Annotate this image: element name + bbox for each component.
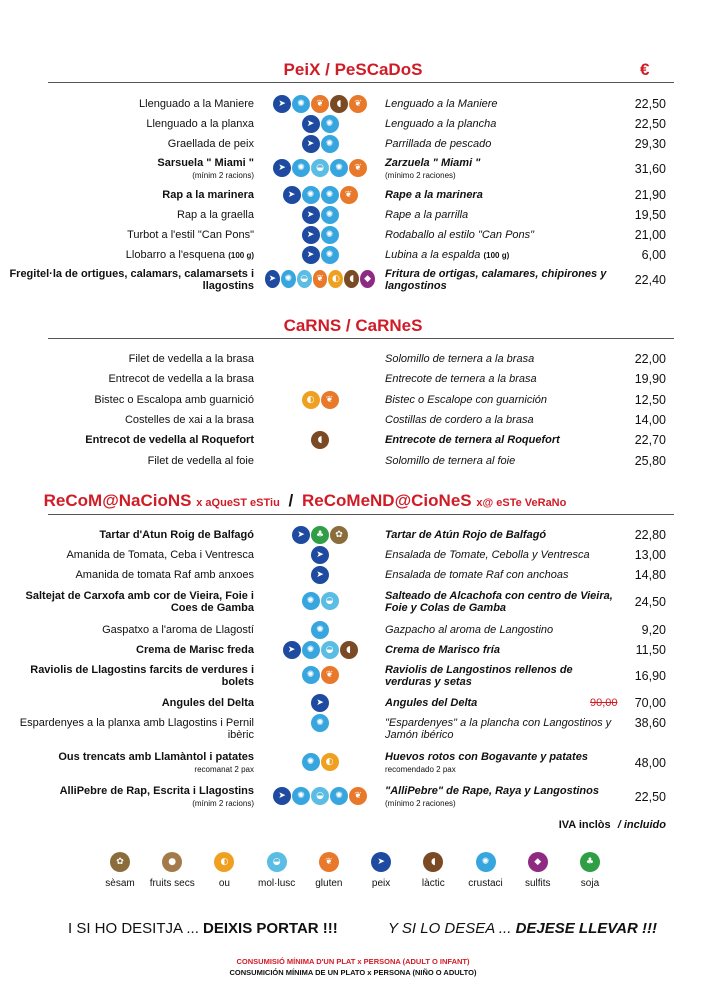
lactic-icon: ◖ xyxy=(423,852,443,872)
allergen-icons xyxy=(265,526,375,546)
legend-label: gluten xyxy=(315,878,343,889)
dish-note-ca: (mínim 2 racions) xyxy=(192,171,254,180)
crustaci-icon: ✺ xyxy=(476,852,496,872)
dish-name-ca xyxy=(4,414,254,426)
crustaci-icon: ✺ xyxy=(321,135,339,153)
dish-name-ca xyxy=(4,590,254,614)
dish-name-es xyxy=(385,249,615,262)
dish-name-es xyxy=(385,664,615,688)
peix-icon: ➤ xyxy=(371,852,391,872)
section-title-peix: PeiX / PeSCaDoS xyxy=(283,60,423,79)
dish-name-ca xyxy=(4,268,254,292)
dish-name-ca-text: Llenguado a la planxa xyxy=(146,118,254,130)
dish-name-es-text: Angules del Delta xyxy=(385,697,478,709)
recom-title-es: ReCoMeND@CioNeS xyxy=(302,491,472,510)
legend-label: soja xyxy=(580,878,600,889)
dish-name-es-text: Solomillo de ternera a la brasa xyxy=(385,353,535,365)
dish-name-es xyxy=(385,785,615,810)
section-title-carns: CaRNS / CaRNeS xyxy=(283,316,423,335)
dish-name-ca-text: Costelles de xai a la brasa xyxy=(124,414,254,426)
slogan-es-b: DEJESE LLEVAR !!! xyxy=(515,920,657,937)
dish-name-ca xyxy=(4,118,254,130)
dish-name-es-text: Rape a la parrilla xyxy=(385,209,469,221)
dish-name-ca-text: Angules del Delta xyxy=(161,697,254,709)
dish-name-es xyxy=(385,697,615,709)
dish-name-es-text: Lenguado a la Maniere xyxy=(385,98,498,110)
dish-name-es-text: Zarzuela " Miami " xyxy=(385,157,481,169)
dish-price: 25,80 xyxy=(634,454,666,468)
peix-icon: ➤ xyxy=(292,526,310,544)
ou-icon: ◐ xyxy=(214,852,234,872)
allergen-icons xyxy=(265,641,375,661)
dish-name-es-text: Costillas de cordero a la brasa xyxy=(385,414,534,426)
dish-name-es-text: Ensalada de tomate Raf con anchoas xyxy=(385,569,569,581)
iva-ca: IVA inclòs xyxy=(558,819,611,831)
dish-name-es-text: Entrecote de ternera a la brasa xyxy=(385,373,537,385)
dish-name-es-text: Lubina a la espalda xyxy=(385,249,484,261)
dish-name-ca xyxy=(4,664,254,688)
crustaci-icon: ✺ xyxy=(292,159,310,177)
dish-price: 29,30 xyxy=(634,137,666,151)
gluten-icon: ❦ xyxy=(321,391,339,409)
legend-label: ou xyxy=(218,878,230,889)
peix-icon: ➤ xyxy=(283,186,301,204)
dish-name-es-text: Salteado de Alcachofa con centro de Vieira, Foie y Colas de Gamba xyxy=(385,590,613,614)
dish-name-es-text: Fritura de ortigas, calamares, chipirones y langostinos xyxy=(385,268,607,292)
dish-price: 21,00 xyxy=(634,228,666,242)
dish-price: 22,50 xyxy=(634,117,666,131)
dish-name-ca-text: Llobarro a l'esquena xyxy=(125,249,229,261)
crustaci-icon: ✺ xyxy=(330,159,348,177)
legend-label: sulfits xyxy=(524,878,551,889)
legend-label: sèsam xyxy=(105,878,135,889)
dish-name-ca xyxy=(4,549,254,561)
legend-item-molusc xyxy=(252,852,302,889)
allergen-icons xyxy=(265,391,375,411)
legend-item-peix xyxy=(356,852,406,889)
gluten-icon: ❦ xyxy=(340,186,358,204)
dish-name-es xyxy=(385,98,615,110)
soja-icon: ♣ xyxy=(580,852,600,872)
crustaci-icon: ✺ xyxy=(302,666,320,684)
dish-price: 14,80 xyxy=(634,568,666,582)
peix-icon: ➤ xyxy=(273,159,291,177)
dish-name-ca xyxy=(4,434,254,446)
dish-name-ca-text: Amanida de Tomata, Ceba i Ventresca xyxy=(66,549,254,561)
gluten-icon: ❦ xyxy=(321,666,339,684)
dish-note-es: (mínimo 2 raciones) xyxy=(385,799,456,808)
dish-name-es xyxy=(385,590,615,614)
currency-symbol: € xyxy=(640,60,650,79)
dish-name-es xyxy=(385,455,615,467)
lactic-icon: ◖ xyxy=(344,270,359,288)
section-title-recom xyxy=(0,491,658,511)
legend-item-sulfits xyxy=(513,852,563,889)
dish-name-es-text: Bistec o Escalope con guarnición xyxy=(385,394,548,406)
legend-label: mol·lusc xyxy=(258,878,296,889)
dish-name-es-text: "AlliPebre" de Rape, Raya y Langostinos xyxy=(385,785,599,797)
slogan-es-a: Y SI LO DESEA ... xyxy=(388,920,512,937)
peix-icon: ➤ xyxy=(302,206,320,224)
slogan-es xyxy=(388,920,657,937)
recom-title-ca: ReCoM@NaCioNS xyxy=(43,491,192,510)
dish-name-ca xyxy=(4,569,254,581)
gluten-icon: ❦ xyxy=(349,787,367,805)
legend-item-crustaci xyxy=(461,852,511,889)
dish-name-es-text: Crema de Marisco fría xyxy=(385,644,500,656)
dish-price: 16,90 xyxy=(634,669,666,683)
dish-name-es-text: Entrecote de ternera al Roquefort xyxy=(385,434,560,446)
sulfits-icon: ◆ xyxy=(360,270,375,288)
gluten-icon: ❦ xyxy=(349,95,367,113)
dish-name-es xyxy=(385,118,615,130)
legend-item-sesam xyxy=(95,852,145,889)
lactic-icon: ◖ xyxy=(330,95,348,113)
dish-name-ca xyxy=(4,785,254,810)
slogan-ca-b: DEIXIS PORTAR !!! xyxy=(203,920,338,937)
crustaci-icon: ✺ xyxy=(311,621,329,639)
dish-name-es xyxy=(385,373,615,385)
dish-name-es xyxy=(385,414,615,426)
legend-label: crustaci xyxy=(468,878,503,889)
dish-price: 38,60 xyxy=(634,716,666,730)
dish-name-es-text: Parrillada de pescado xyxy=(385,138,492,150)
dish-name-ca-text: Entrecot de vedella al Roquefort xyxy=(85,434,254,446)
dish-price: 14,00 xyxy=(634,413,666,427)
dish-name-es xyxy=(385,138,615,150)
gluten-icon: ❦ xyxy=(319,852,339,872)
peix-icon: ➤ xyxy=(265,270,280,288)
crustaci-icon: ✺ xyxy=(302,186,320,204)
gluten-icon: ❦ xyxy=(349,159,367,177)
dish-price: 22,50 xyxy=(634,97,666,111)
dish-name-ca xyxy=(4,373,254,385)
legend-item-gluten xyxy=(304,852,354,889)
iva-es: / incluido xyxy=(617,819,666,831)
allergen-icons xyxy=(265,566,375,586)
dish-name-ca-text: Saltejat de Carxofa amb cor de Vieira, Foie i Coes de Gamba xyxy=(25,590,254,614)
dish-name-es xyxy=(385,529,615,541)
legend-item-fruits xyxy=(147,852,197,889)
old-price: 90,00 xyxy=(590,697,618,709)
dish-name-es-text: Lenguado a la plancha xyxy=(385,118,497,130)
legend-item-lactic xyxy=(408,852,458,889)
dish-name-ca-text: Amanida de tomata Raf amb anxoes xyxy=(75,569,254,581)
dish-note-ca: (mínim 2 racions) xyxy=(192,799,254,808)
crustaci-icon: ✺ xyxy=(321,186,339,204)
dish-price: 22,80 xyxy=(634,528,666,542)
crustaci-icon: ✺ xyxy=(302,641,320,659)
crustaci-icon: ✺ xyxy=(330,787,348,805)
dish-name-es xyxy=(385,189,615,201)
allergen-icons xyxy=(265,666,375,686)
allergen-icons xyxy=(265,592,375,612)
legend-label: fruits secs xyxy=(149,878,195,889)
legend-label: làctic xyxy=(421,878,445,889)
allergen-icons xyxy=(265,135,375,155)
dish-name-es-text: Rodaballo al estilo "Can Pons" xyxy=(385,229,535,241)
lactic-icon: ◖ xyxy=(340,641,358,659)
dish-name-ca xyxy=(4,157,254,182)
dish-name-ca xyxy=(4,353,254,365)
dish-name-ca xyxy=(4,529,254,541)
peix-icon: ➤ xyxy=(273,787,291,805)
crustaci-icon: ✺ xyxy=(311,714,329,732)
dish-name-es-text: Gazpacho al aroma de Langostino xyxy=(385,624,554,636)
allergen-icons xyxy=(265,621,375,641)
dish-name-ca-text: Gaspatxo a l'aroma de Llagostí xyxy=(102,624,254,636)
crustaci-icon: ✺ xyxy=(281,270,296,288)
allergen-icons xyxy=(265,546,375,566)
recom-separator: / xyxy=(288,491,294,510)
allergen-icons xyxy=(265,452,375,472)
divider xyxy=(48,82,674,83)
dish-name-ca xyxy=(4,209,254,221)
allergen-icons xyxy=(265,246,375,266)
allergen-icons xyxy=(265,95,375,115)
legend-item-soja xyxy=(565,852,615,889)
dish-name-ca-text: AlliPebre de Rap, Escrita i Llagostins xyxy=(59,785,254,797)
dish-name-ca-text: Tartar d'Atun Roig de Balfagó xyxy=(99,529,254,541)
molusc-icon: ◒ xyxy=(321,592,339,610)
molusc-icon: ◒ xyxy=(267,852,287,872)
dish-note-es: (mínimo 2 raciones) xyxy=(385,171,456,180)
crustaci-icon: ✺ xyxy=(321,115,339,133)
dish-name-es xyxy=(385,434,615,446)
dish-price: 48,00 xyxy=(634,756,666,770)
dish-name-ca-text: Entrecot de vedella a la brasa xyxy=(108,373,254,385)
crustaci-icon: ✺ xyxy=(321,246,339,264)
dish-name-ca-text: Rap a la marinera xyxy=(162,189,254,201)
dish-name-es-text: "Espardenyes" a la plancha con Langostinos y Jamón ibérico xyxy=(385,717,612,741)
peix-icon: ➤ xyxy=(311,546,329,564)
allergen-icons xyxy=(265,714,375,734)
allergen-icons xyxy=(265,787,375,807)
peix-icon: ➤ xyxy=(273,95,291,113)
dish-name-ca-text: Filet de vedella al foie xyxy=(147,455,254,467)
dish-name-ca-text: Fregitel·la de ortigues, calamars, calamarsets i llagostins xyxy=(9,268,254,292)
allergen-icons xyxy=(265,753,375,773)
dish-name-ca-text: Llenguado a la Maniere xyxy=(139,98,254,110)
dish-name-ca xyxy=(4,138,254,150)
allergen-icons xyxy=(265,226,375,246)
peix-icon: ➤ xyxy=(302,246,320,264)
allergen-icons xyxy=(265,270,375,290)
dish-name-es-text: Ensalada de Tomate, Cebolla y Ventresca xyxy=(385,549,590,561)
peix-icon: ➤ xyxy=(302,226,320,244)
divider xyxy=(48,338,674,339)
dish-price: 22,40 xyxy=(634,273,666,287)
peix-icon: ➤ xyxy=(302,115,320,133)
dish-name-es xyxy=(385,549,615,561)
dish-name-ca xyxy=(4,455,254,467)
dish-name-ca xyxy=(4,644,254,656)
ou-icon: ◐ xyxy=(302,391,320,409)
dish-price: 22,70 xyxy=(634,433,666,447)
dish-name-ca-text: Filet de vedella a la brasa xyxy=(128,353,254,365)
dish-name-ca xyxy=(4,229,254,241)
slogan-ca-a: I SI HO DESITJA ... xyxy=(68,920,199,937)
dish-price: 9,20 xyxy=(641,623,666,637)
recom-subtitle-ca: x aQueST eSTiu xyxy=(196,497,280,509)
fruits-icon: ● xyxy=(162,852,182,872)
dish-name-ca-text: Espardenyes a la planxa amb Llagostins i Pernil ibèric xyxy=(19,717,254,741)
allergen-icons xyxy=(265,186,375,206)
gluten-icon: ❦ xyxy=(313,270,328,288)
allergen-legend xyxy=(95,852,615,889)
soja-icon: ♣ xyxy=(311,526,329,544)
dish-name-ca-text: Turbot a l'estil "Can Pons" xyxy=(127,229,254,241)
recom-subtitle-es: x@ eSTe VeRaNo xyxy=(476,497,567,509)
dish-name-ca xyxy=(4,98,254,110)
crustaci-icon: ✺ xyxy=(292,95,310,113)
dish-price: 22,50 xyxy=(634,790,666,804)
dish-name-ca-text: Crema de Marisc freda xyxy=(136,644,254,656)
divider xyxy=(48,514,674,515)
dish-name-ca xyxy=(4,717,254,741)
ou-icon: ◐ xyxy=(321,753,339,771)
peix-icon: ➤ xyxy=(311,566,329,584)
dish-name-ca-text: Ous trencats amb Llamàntol i patates xyxy=(58,751,254,763)
dish-price: 13,00 xyxy=(634,548,666,562)
ou-icon: ◐ xyxy=(328,270,343,288)
crustaci-icon: ✺ xyxy=(321,206,339,224)
dish-name-es-text: Solomillo de ternera al foie xyxy=(385,455,516,467)
dish-name-ca xyxy=(4,394,254,406)
allergen-icons xyxy=(265,431,375,451)
dish-price: 11,50 xyxy=(635,643,666,657)
dish-name-ca xyxy=(4,624,254,636)
dish-name-es xyxy=(385,209,615,221)
allergen-icons xyxy=(265,115,375,135)
gluten-icon: ❦ xyxy=(311,95,329,113)
dish-price: 6,00 xyxy=(641,248,666,262)
dish-name-es xyxy=(385,717,615,741)
dish-note-es: recomendado 2 pax xyxy=(385,765,456,774)
dish-name-ca-text: Sarsuela " Miami " xyxy=(157,157,254,169)
dish-price: 70,00 xyxy=(634,696,666,710)
dish-name-ca-text: Graellada de peix xyxy=(167,138,254,150)
dish-name-es xyxy=(385,394,615,406)
allergen-icons xyxy=(265,350,375,370)
iva-note xyxy=(559,819,666,831)
dish-name-ca xyxy=(4,751,254,776)
dish-price: 12,50 xyxy=(634,393,666,407)
sesam-icon: ✿ xyxy=(330,526,348,544)
dish-name-es xyxy=(385,751,615,776)
dish-name-es xyxy=(385,569,615,581)
dish-name-ca-text: Rap a la graella xyxy=(176,209,254,221)
molusc-icon: ◒ xyxy=(311,159,329,177)
crustaci-icon: ✺ xyxy=(292,787,310,805)
dish-name-ca xyxy=(4,697,254,709)
dish-name-es xyxy=(385,353,615,365)
dish-note-ca: recomanat 2 pax xyxy=(194,765,254,774)
molusc-icon: ◒ xyxy=(321,641,339,659)
dish-price: 21,90 xyxy=(634,188,666,202)
slogan-ca xyxy=(68,920,338,937)
peix-icon: ➤ xyxy=(302,135,320,153)
dish-name-es xyxy=(385,229,615,241)
sulfits-icon: ◆ xyxy=(528,852,548,872)
crustaci-icon: ✺ xyxy=(321,226,339,244)
dish-name-ca xyxy=(4,189,254,201)
dish-price: 19,50 xyxy=(634,208,666,222)
allergen-icons xyxy=(265,159,375,179)
dish-name-ca-text: Bistec o Escalopa amb guarnició xyxy=(94,394,254,406)
dish-note-es: (100 g) xyxy=(483,251,510,260)
lactic-icon: ◖ xyxy=(311,431,329,449)
dish-name-es xyxy=(385,268,615,292)
sesam-icon: ✿ xyxy=(110,852,130,872)
dish-note-ca: (100 g) xyxy=(228,251,254,260)
allergen-icons xyxy=(265,206,375,226)
crustaci-icon: ✺ xyxy=(302,753,320,771)
dish-name-ca-text: Raviolis de Llagostins farcits de verdures i bolets xyxy=(30,664,254,688)
molusc-icon: ◒ xyxy=(297,270,312,288)
crustaci-icon: ✺ xyxy=(302,592,320,610)
legend-item-ou xyxy=(199,852,249,889)
dish-name-es xyxy=(385,624,615,636)
peix-icon: ➤ xyxy=(311,694,329,712)
dish-name-es-text: Huevos rotos con Bogavante y patates xyxy=(385,751,588,763)
dish-name-es-text: Raviolis de Langostinos rellenos de verduras y setas xyxy=(385,664,573,688)
allergen-icons xyxy=(265,411,375,431)
dish-price: 19,90 xyxy=(634,372,666,386)
footer-note-ca: CONSUMISIÓ MÍNIMA D'UN PLAT x PERSONA (ADULT O INFANT) xyxy=(236,957,470,966)
dish-price: 31,60 xyxy=(634,162,666,176)
dish-name-es xyxy=(385,644,615,656)
dish-price: 24,50 xyxy=(634,595,666,609)
peix-icon: ➤ xyxy=(283,641,301,659)
footer-note-es: CONSUMICIÓN MÍNIMA DE UN PLATO x PERSONA (NIÑO O ADULTO) xyxy=(229,968,477,977)
dish-price: 22,00 xyxy=(634,352,666,366)
dish-name-es-text: Rape a la marinera xyxy=(385,189,483,201)
allergen-icons xyxy=(265,694,375,714)
molusc-icon: ◒ xyxy=(311,787,329,805)
dish-name-es xyxy=(385,157,615,182)
legend-label: peix xyxy=(371,878,391,889)
dish-name-es-text: Tartar de Atún Rojo de Balfagó xyxy=(385,529,547,541)
dish-name-ca xyxy=(4,249,254,262)
allergen-icons xyxy=(265,370,375,390)
